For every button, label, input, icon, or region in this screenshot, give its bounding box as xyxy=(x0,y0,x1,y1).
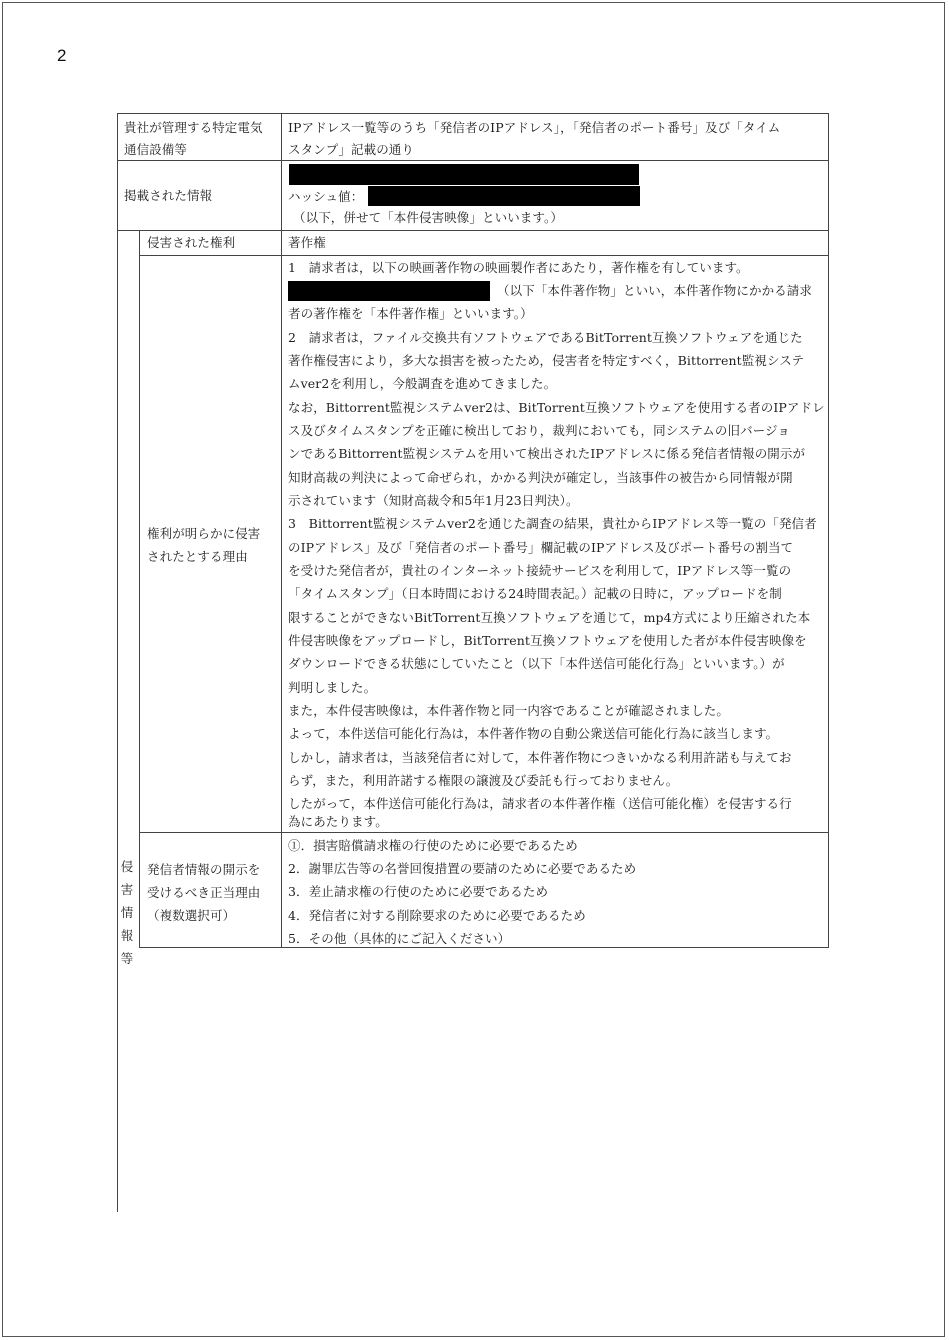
reason-line: 件侵害映像をアップロードし，BitTorrent互換ソフトウェアを使用した者が本件侵害映像を xyxy=(288,633,807,648)
reason-line: らず，また，利用許諾する権限の譲渡及び委託も行っておりません。 xyxy=(288,773,679,788)
reason-line: 限することができないBitTorrent互換ソフトウェアを通じて，mp4方式により圧縮された本 xyxy=(288,610,811,625)
reason-line: 為にあたります。 xyxy=(288,814,388,829)
side-label-char: 侵 xyxy=(120,859,134,874)
reason-line: 著作権侵害により，多大な損害を被ったため，侵害者を特定すべく，Bittorrent監視システ xyxy=(288,353,805,368)
side-label-char: 等 xyxy=(120,951,134,966)
reason-line: よって，本件送信可能化行為は，本件著作物の自動公衆送信可能化行為に該当します。 xyxy=(288,726,779,741)
posted-info-label: 掲載された情報 xyxy=(124,188,213,203)
reason-line: 者の著作権を「本件著作権」といいます。） xyxy=(288,306,533,321)
facility-value-line1: IPアドレス一覧等のうち「発信者のIPアドレス」，「発信者のポート番号」及び「タイム xyxy=(288,120,781,135)
facility-label-line1: 貴社が管理する特定電気 xyxy=(124,120,263,135)
disclosure-option-1: ①．損害賠償請求権の行使のために必要であるため xyxy=(288,838,578,853)
reason-line: 示されています（知財高裁令和5年1月23日判決）。 xyxy=(288,493,579,508)
disclosure-option-3: 3．差止請求権の行使のために必要であるため xyxy=(288,884,549,899)
redaction-bar xyxy=(289,164,639,185)
infringed-right-value: 著作権 xyxy=(288,235,326,250)
side-label-char: 情 xyxy=(120,905,134,920)
reason-line: なお，Bittorrent監視システムver2は、BitTorrent互換ソフトウェアを使用する者のIPアドレ xyxy=(288,400,825,415)
reason-line: 判明しました。 xyxy=(288,680,377,695)
reason-line: （以下「本件著作物」といい，本件著作物にかかる請求 xyxy=(497,283,813,298)
reason-line: 3 Bittorrent監視システムver2を通じた調査の結果，貴社からIPアドレス等一覧の「発信者 xyxy=(288,516,817,531)
facility-value-line2: スタンプ」記載の通り xyxy=(288,142,415,157)
sub-column-divider xyxy=(281,230,282,948)
side-label xyxy=(117,855,137,970)
side-column xyxy=(117,230,139,1212)
reason-line: 2 請求者は，ファイル交換共有ソフトウェアであるBitTorrent互換ソフトウェアを通じた xyxy=(288,330,803,345)
disclosure-label-line2: 受けるべき正当理由 xyxy=(147,885,261,900)
side-label-char: 害 xyxy=(120,882,134,897)
side-label-char: 報 xyxy=(120,928,134,943)
reason-line: ムver2を利用し，今般調査を進めてきました。 xyxy=(288,376,557,391)
row-divider xyxy=(139,832,829,833)
reason-line: ダウンロードできる状態にしていたこと（以下「本件送信可能化行為」といいます。）が xyxy=(288,656,785,671)
reason-line: を受けた発信者が，貴社のインターネット接続サービスを利用して，IPアドレス等一覧の xyxy=(288,563,792,578)
reason-label-line2: されたとする理由 xyxy=(147,549,248,564)
facility-label-line2: 通信設備等 xyxy=(124,142,188,157)
disclosure-option-5: 5．その他（具体的にご記入ください） xyxy=(288,931,511,946)
redaction-bar xyxy=(368,186,640,206)
reason-line: ンであるBittorrent監視システムを用いて検出されたIPアドレスに係る発信者情報の開示が xyxy=(288,446,806,461)
reason-line: ス及びタイムスタンプを正確に検出しており，裁判においても，同システムの旧バージョ xyxy=(288,423,791,438)
reason-line: また，本件侵害映像は，本件著作物と同一内容であることが確認されました。 xyxy=(288,703,730,718)
disclosure-label-line3: （複数選択可） xyxy=(147,908,236,923)
reason-label-line1: 権利が明らかに侵害 xyxy=(147,526,261,541)
reason-line: したがって，本件送信可能化行為は，請求者の本件著作権（送信可能化権）を侵害する行 xyxy=(288,796,792,811)
reason-line: 知財高裁の判決によって命ぜられ，かかる判決が確定し，当該事件の被告から同情報が開 xyxy=(288,470,793,485)
hash-label: ハッシュ値： xyxy=(288,189,364,204)
disclosure-label-line1: 発信者情報の開示を xyxy=(147,862,261,877)
reason-line: 1 請求者は，以下の映画著作物の映画製作者にあたり，著作権を有しています。 xyxy=(288,260,749,275)
redaction-bar xyxy=(288,281,490,301)
reason-line: しかし，請求者は，当該発信者に対して，本件著作物につきいかなる利用許諾も与えてお xyxy=(288,750,792,765)
page-number: 2 xyxy=(57,46,67,65)
posted-info-note: （以下，併せて「本件侵害映像」といいます。） xyxy=(293,210,563,225)
reason-line: 「タイムスタンプ」（日本時間における24時間表記。）記載の日時に，アップロードを制 xyxy=(288,586,782,601)
infringed-right-label: 侵害された権利 xyxy=(147,235,236,250)
column-divider xyxy=(281,113,282,231)
disclosure-option-2: 2．謝罪広告等の名誉回復措置の要請のために必要であるため xyxy=(288,861,637,876)
reason-line: のIPアドレス」及び「発信者のポート番号」欄記載のIPアドレス及びポート番号の割当て xyxy=(288,540,794,555)
disclosure-option-4: 4．発信者に対する削除要求のために必要であるため xyxy=(288,908,586,923)
row-divider xyxy=(117,160,829,161)
